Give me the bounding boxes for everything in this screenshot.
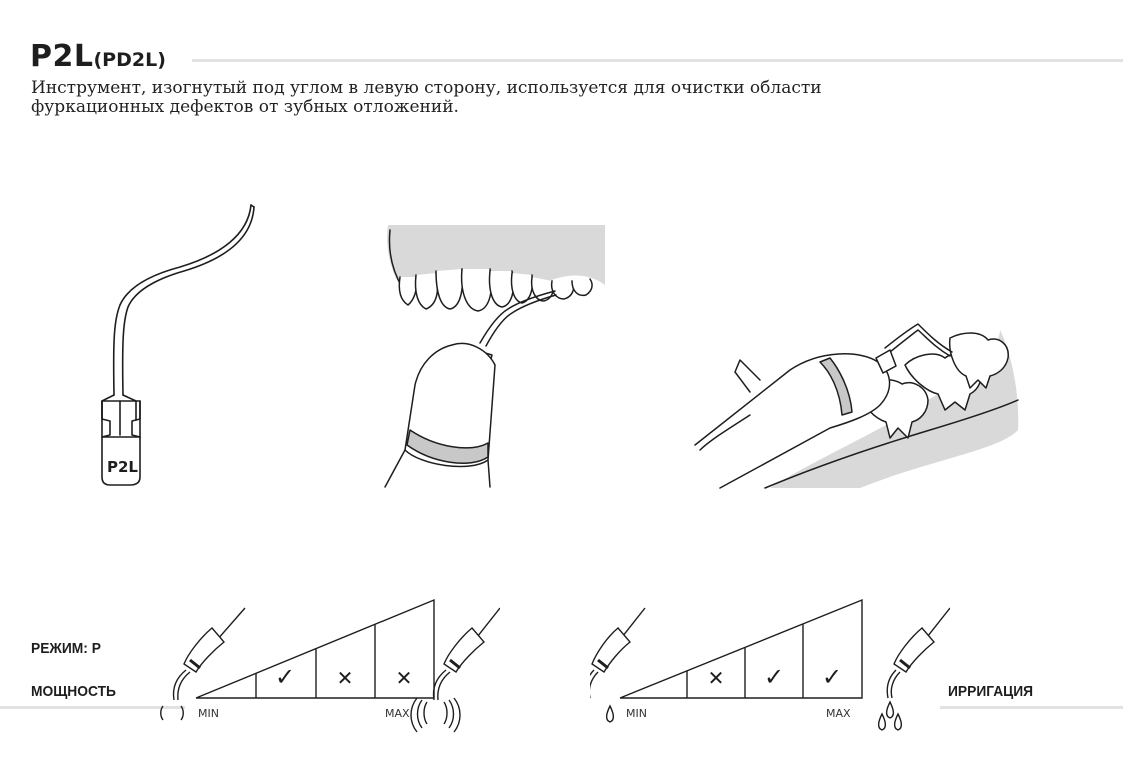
page-title [30,36,166,74]
irrigation-check-mark: ✓ [763,663,785,691]
power-label: МОЩНОСТЬ [31,683,116,700]
alt-model-name: (PD2L) [93,49,166,71]
irrigation-scale [590,598,950,738]
power-min-label: MIN [198,707,219,720]
power-scale [150,598,500,738]
mode-label: РЕЖИМ: P [31,640,101,657]
model-name: P2L [30,39,94,74]
irrigation-min-label: MIN [626,707,647,720]
irrigation-check-mark: ✓ [821,663,843,691]
description [31,79,1011,117]
description-line: фуркационных дефектов от зубных отложений. [31,97,459,117]
tip-label: P2L [107,458,138,476]
settings-rule [940,706,1123,709]
power-max-label: MAX [385,707,410,720]
power-check-mark: ✓ [274,663,296,691]
tip-illustration [80,195,280,495]
power-cross-mark: ✕ [395,666,413,690]
irrigation-cross-mark: ✕ [707,666,725,690]
irrigation-label: ИРРИГАЦИЯ [948,683,1034,700]
description-line: Инструмент, изогнутый под углом в левую сторону, используется для очистки области [31,78,822,98]
front-view-illustration [380,225,610,490]
side-view-illustration [680,310,1025,490]
header-rule [192,59,1123,62]
power-cross-mark: ✕ [336,666,354,690]
irrigation-max-label: MAX [826,707,851,720]
